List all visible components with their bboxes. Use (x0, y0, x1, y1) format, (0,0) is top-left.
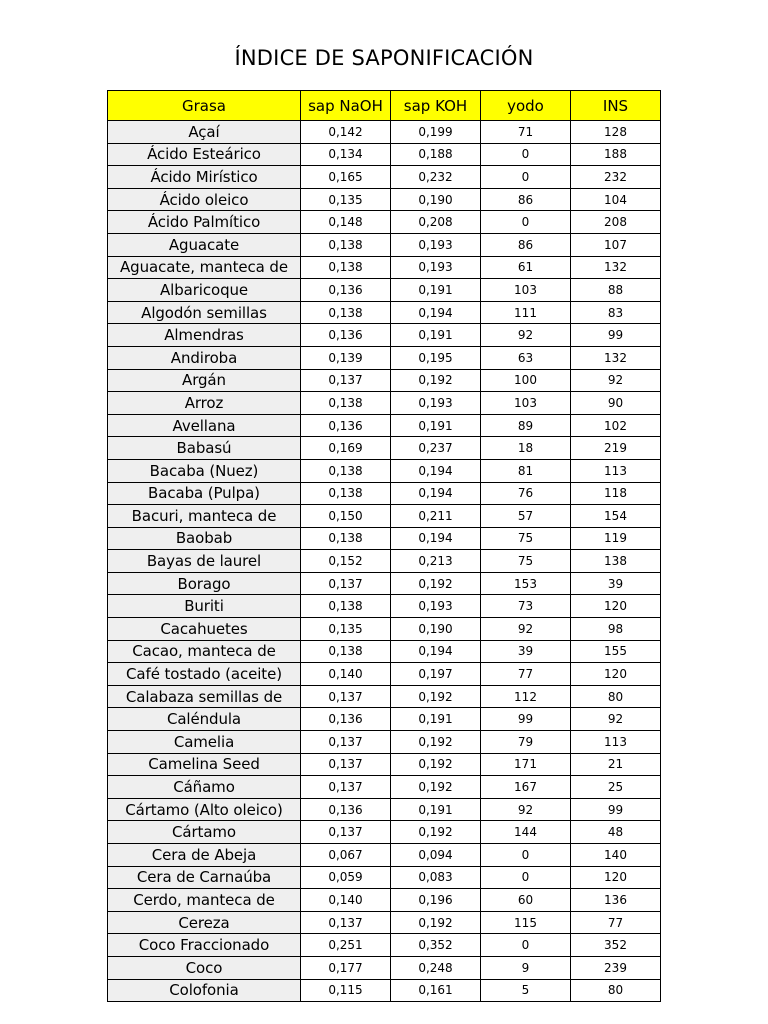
cell-sap-koh: 0,193 (391, 595, 481, 618)
cell-grasa: Caléndula (108, 708, 301, 731)
cell-grasa: Argán (108, 369, 301, 392)
cell-yodo: 0 (481, 166, 571, 189)
cell-sap-koh: 0,193 (391, 256, 481, 279)
cell-ins: 102 (571, 414, 661, 437)
table-body (108, 121, 661, 1002)
table-header-row (108, 91, 661, 121)
cell-ins: 120 (571, 866, 661, 889)
cell-sap-naoh: 0,138 (301, 595, 391, 618)
cell-ins: 92 (571, 369, 661, 392)
cell-sap-koh: 0,192 (391, 731, 481, 754)
cell-sap-naoh: 0,137 (301, 821, 391, 844)
cell-grasa: Colofonia (108, 979, 301, 1002)
cell-yodo: 103 (481, 392, 571, 415)
cell-sap-koh: 0,194 (391, 459, 481, 482)
cell-sap-koh: 0,237 (391, 437, 481, 460)
cell-sap-naoh: 0,137 (301, 369, 391, 392)
cell-sap-koh: 0,193 (391, 233, 481, 256)
cell-sap-koh: 0,197 (391, 663, 481, 686)
cell-grasa: Albaricoque (108, 279, 301, 302)
cell-sap-koh: 0,191 (391, 279, 481, 302)
cell-yodo: 103 (481, 279, 571, 302)
table-row (108, 685, 661, 708)
cell-ins: 155 (571, 640, 661, 663)
cell-yodo: 153 (481, 572, 571, 595)
cell-grasa: Cera de Abeja (108, 844, 301, 867)
cell-ins: 107 (571, 233, 661, 256)
cell-grasa: Aguacate (108, 233, 301, 256)
cell-yodo: 39 (481, 640, 571, 663)
cell-sap-naoh: 0,140 (301, 663, 391, 686)
cell-yodo: 63 (481, 346, 571, 369)
cell-sap-koh: 0,192 (391, 369, 481, 392)
table-row (108, 821, 661, 844)
cell-yodo: 9 (481, 956, 571, 979)
cell-grasa: Cera de Carnaúba (108, 866, 301, 889)
cell-ins: 132 (571, 346, 661, 369)
cell-sap-naoh: 0,137 (301, 572, 391, 595)
cell-grasa: Café tostado (aceite) (108, 663, 301, 686)
cell-sap-koh: 0,194 (391, 640, 481, 663)
cell-ins: 99 (571, 798, 661, 821)
cell-sap-naoh: 0,137 (301, 911, 391, 934)
cell-ins: 119 (571, 527, 661, 550)
cell-yodo: 75 (481, 527, 571, 550)
cell-ins: 88 (571, 279, 661, 302)
cell-ins: 80 (571, 979, 661, 1002)
cell-sap-naoh: 0,137 (301, 685, 391, 708)
cell-grasa: Camelina Seed (108, 753, 301, 776)
table-row (108, 459, 661, 482)
cell-yodo: 86 (481, 188, 571, 211)
cell-sap-koh: 0,352 (391, 934, 481, 957)
cell-grasa: Açaí (108, 121, 301, 144)
cell-ins: 118 (571, 482, 661, 505)
table-row (108, 979, 661, 1002)
cell-sap-naoh: 0,139 (301, 346, 391, 369)
cell-ins: 98 (571, 618, 661, 641)
cell-yodo: 86 (481, 233, 571, 256)
table-row (108, 324, 661, 347)
cell-grasa: Camelia (108, 731, 301, 754)
cell-sap-naoh: 0,169 (301, 437, 391, 460)
cell-ins: 138 (571, 550, 661, 573)
cell-ins: 120 (571, 595, 661, 618)
cell-sap-koh: 0,211 (391, 505, 481, 528)
cell-ins: 90 (571, 392, 661, 415)
table-row (108, 640, 661, 663)
cell-sap-naoh: 0,165 (301, 166, 391, 189)
cell-ins: 219 (571, 437, 661, 460)
cell-yodo: 18 (481, 437, 571, 460)
header-sap-naoh: sap NaOH (301, 91, 391, 121)
cell-yodo: 167 (481, 776, 571, 799)
cell-sap-naoh: 0,136 (301, 798, 391, 821)
cell-grasa: Cáñamo (108, 776, 301, 799)
cell-ins: 136 (571, 889, 661, 912)
cell-yodo: 112 (481, 685, 571, 708)
cell-sap-naoh: 0,138 (301, 392, 391, 415)
cell-sap-naoh: 0,148 (301, 211, 391, 234)
table-row (108, 956, 661, 979)
cell-yodo: 57 (481, 505, 571, 528)
cell-yodo: 92 (481, 324, 571, 347)
cell-yodo: 0 (481, 143, 571, 166)
saponification-table (107, 90, 661, 1002)
table-row (108, 934, 661, 957)
cell-sap-naoh: 0,135 (301, 618, 391, 641)
cell-ins: 113 (571, 459, 661, 482)
page-title: ÍNDICE DE SAPONIFICACIÓN (234, 46, 534, 70)
cell-yodo: 100 (481, 369, 571, 392)
cell-sap-koh: 0,191 (391, 324, 481, 347)
cell-sap-naoh: 0,140 (301, 889, 391, 912)
cell-yodo: 73 (481, 595, 571, 618)
table-row (108, 911, 661, 934)
cell-sap-koh: 0,161 (391, 979, 481, 1002)
cell-ins: 99 (571, 324, 661, 347)
table-row (108, 392, 661, 415)
cell-sap-koh: 0,194 (391, 482, 481, 505)
cell-grasa: Buriti (108, 595, 301, 618)
cell-grasa: Avellana (108, 414, 301, 437)
cell-sap-naoh: 0,136 (301, 708, 391, 731)
table-row (108, 143, 661, 166)
cell-grasa: Calabaza semillas de (108, 685, 301, 708)
cell-sap-koh: 0,190 (391, 188, 481, 211)
cell-sap-naoh: 0,059 (301, 866, 391, 889)
cell-sap-koh: 0,193 (391, 392, 481, 415)
cell-yodo: 0 (481, 844, 571, 867)
header-grasa: Grasa (108, 91, 301, 121)
cell-yodo: 75 (481, 550, 571, 573)
cell-yodo: 61 (481, 256, 571, 279)
cell-ins: 128 (571, 121, 661, 144)
cell-grasa: Ácido Palmítico (108, 211, 301, 234)
header-sap-koh: sap KOH (391, 91, 481, 121)
cell-ins: 352 (571, 934, 661, 957)
cell-ins: 120 (571, 663, 661, 686)
table-row (108, 889, 661, 912)
cell-ins: 25 (571, 776, 661, 799)
cell-ins: 77 (571, 911, 661, 934)
cell-ins: 104 (571, 188, 661, 211)
cell-sap-naoh: 0,137 (301, 753, 391, 776)
cell-sap-koh: 0,195 (391, 346, 481, 369)
cell-sap-naoh: 0,067 (301, 844, 391, 867)
cell-yodo: 60 (481, 889, 571, 912)
table-row (108, 233, 661, 256)
cell-ins: 39 (571, 572, 661, 595)
cell-grasa: Borago (108, 572, 301, 595)
cell-grasa: Cerdo, manteca de (108, 889, 301, 912)
cell-grasa: Bacaba (Pulpa) (108, 482, 301, 505)
header-yodo: yodo (481, 91, 571, 121)
table-row (108, 369, 661, 392)
cell-sap-koh: 0,192 (391, 753, 481, 776)
cell-sap-koh: 0,192 (391, 776, 481, 799)
cell-ins: 232 (571, 166, 661, 189)
cell-grasa: Bacuri, manteca de (108, 505, 301, 528)
cell-grasa: Cacao, manteca de (108, 640, 301, 663)
cell-sap-naoh: 0,137 (301, 776, 391, 799)
cell-sap-koh: 0,191 (391, 798, 481, 821)
cell-yodo: 171 (481, 753, 571, 776)
cell-yodo: 0 (481, 934, 571, 957)
table-row (108, 188, 661, 211)
cell-sap-koh: 0,248 (391, 956, 481, 979)
cell-sap-koh: 0,194 (391, 527, 481, 550)
cell-sap-koh: 0,192 (391, 572, 481, 595)
table-row (108, 550, 661, 573)
cell-yodo: 111 (481, 301, 571, 324)
cell-ins: 188 (571, 143, 661, 166)
cell-ins: 48 (571, 821, 661, 844)
cell-grasa: Algodón semillas (108, 301, 301, 324)
table-row (108, 414, 661, 437)
cell-sap-naoh: 0,150 (301, 505, 391, 528)
cell-grasa: Bacaba (Nuez) (108, 459, 301, 482)
cell-yodo: 76 (481, 482, 571, 505)
cell-sap-koh: 0,194 (391, 301, 481, 324)
cell-sap-naoh: 0,251 (301, 934, 391, 957)
cell-sap-naoh: 0,138 (301, 256, 391, 279)
cell-grasa: Almendras (108, 324, 301, 347)
cell-sap-koh: 0,232 (391, 166, 481, 189)
table-row (108, 708, 661, 731)
table-row (108, 595, 661, 618)
table-row (108, 346, 661, 369)
cell-grasa: Coco (108, 956, 301, 979)
cell-sap-naoh: 0,138 (301, 301, 391, 324)
cell-sap-naoh: 0,136 (301, 414, 391, 437)
table-row (108, 211, 661, 234)
table-row (108, 527, 661, 550)
table-row (108, 731, 661, 754)
cell-sap-koh: 0,196 (391, 889, 481, 912)
cell-yodo: 81 (481, 459, 571, 482)
cell-sap-naoh: 0,115 (301, 979, 391, 1002)
cell-ins: 80 (571, 685, 661, 708)
cell-sap-koh: 0,094 (391, 844, 481, 867)
cell-yodo: 5 (481, 979, 571, 1002)
cell-sap-koh: 0,188 (391, 143, 481, 166)
table-row (108, 279, 661, 302)
cell-grasa: Aguacate, manteca de (108, 256, 301, 279)
cell-ins: 113 (571, 731, 661, 754)
cell-yodo: 92 (481, 618, 571, 641)
cell-grasa: Ácido Mirístico (108, 166, 301, 189)
cell-grasa: Cacahuetes (108, 618, 301, 641)
cell-yodo: 0 (481, 866, 571, 889)
table-row (108, 505, 661, 528)
cell-ins: 92 (571, 708, 661, 731)
cell-sap-koh: 0,191 (391, 414, 481, 437)
cell-sap-naoh: 0,136 (301, 279, 391, 302)
cell-sap-koh: 0,191 (391, 708, 481, 731)
cell-yodo: 92 (481, 798, 571, 821)
cell-sap-koh: 0,083 (391, 866, 481, 889)
cell-sap-naoh: 0,137 (301, 731, 391, 754)
cell-sap-koh: 0,213 (391, 550, 481, 573)
table-row (108, 166, 661, 189)
cell-sap-naoh: 0,138 (301, 482, 391, 505)
cell-grasa: Cereza (108, 911, 301, 934)
cell-ins: 132 (571, 256, 661, 279)
table-row (108, 572, 661, 595)
cell-grasa: Baobab (108, 527, 301, 550)
table-row (108, 866, 661, 889)
table-row (108, 256, 661, 279)
table-row (108, 121, 661, 144)
cell-sap-naoh: 0,177 (301, 956, 391, 979)
cell-sap-naoh: 0,134 (301, 143, 391, 166)
table-row (108, 482, 661, 505)
cell-grasa: Arroz (108, 392, 301, 415)
cell-yodo: 89 (481, 414, 571, 437)
table-row (108, 663, 661, 686)
cell-grasa: Cártamo (108, 821, 301, 844)
cell-yodo: 115 (481, 911, 571, 934)
cell-grasa: Cártamo (Alto oleico) (108, 798, 301, 821)
table-row (108, 618, 661, 641)
cell-yodo: 79 (481, 731, 571, 754)
cell-grasa: Ácido oleico (108, 188, 301, 211)
cell-sap-naoh: 0,138 (301, 233, 391, 256)
cell-sap-koh: 0,192 (391, 821, 481, 844)
cell-sap-naoh: 0,138 (301, 459, 391, 482)
cell-ins: 154 (571, 505, 661, 528)
cell-ins: 208 (571, 211, 661, 234)
cell-sap-naoh: 0,142 (301, 121, 391, 144)
table-row (108, 798, 661, 821)
table-row (108, 776, 661, 799)
cell-grasa: Bayas de laurel (108, 550, 301, 573)
cell-sap-naoh: 0,135 (301, 188, 391, 211)
cell-sap-naoh: 0,152 (301, 550, 391, 573)
cell-ins: 21 (571, 753, 661, 776)
table-row (108, 301, 661, 324)
cell-grasa: Andiroba (108, 346, 301, 369)
cell-grasa: Coco Fraccionado (108, 934, 301, 957)
cell-sap-naoh: 0,138 (301, 527, 391, 550)
cell-sap-naoh: 0,138 (301, 640, 391, 663)
cell-ins: 239 (571, 956, 661, 979)
cell-sap-naoh: 0,136 (301, 324, 391, 347)
cell-ins: 140 (571, 844, 661, 867)
cell-ins: 83 (571, 301, 661, 324)
cell-yodo: 99 (481, 708, 571, 731)
cell-sap-koh: 0,192 (391, 685, 481, 708)
table-row (108, 844, 661, 867)
cell-yodo: 71 (481, 121, 571, 144)
table-row (108, 753, 661, 776)
cell-grasa: Ácido Esteárico (108, 143, 301, 166)
cell-sap-koh: 0,190 (391, 618, 481, 641)
cell-sap-koh: 0,208 (391, 211, 481, 234)
cell-sap-koh: 0,192 (391, 911, 481, 934)
cell-yodo: 0 (481, 211, 571, 234)
header-ins: INS (571, 91, 661, 121)
cell-grasa: Babasú (108, 437, 301, 460)
cell-yodo: 144 (481, 821, 571, 844)
cell-sap-koh: 0,199 (391, 121, 481, 144)
cell-yodo: 77 (481, 663, 571, 686)
table-row (108, 437, 661, 460)
